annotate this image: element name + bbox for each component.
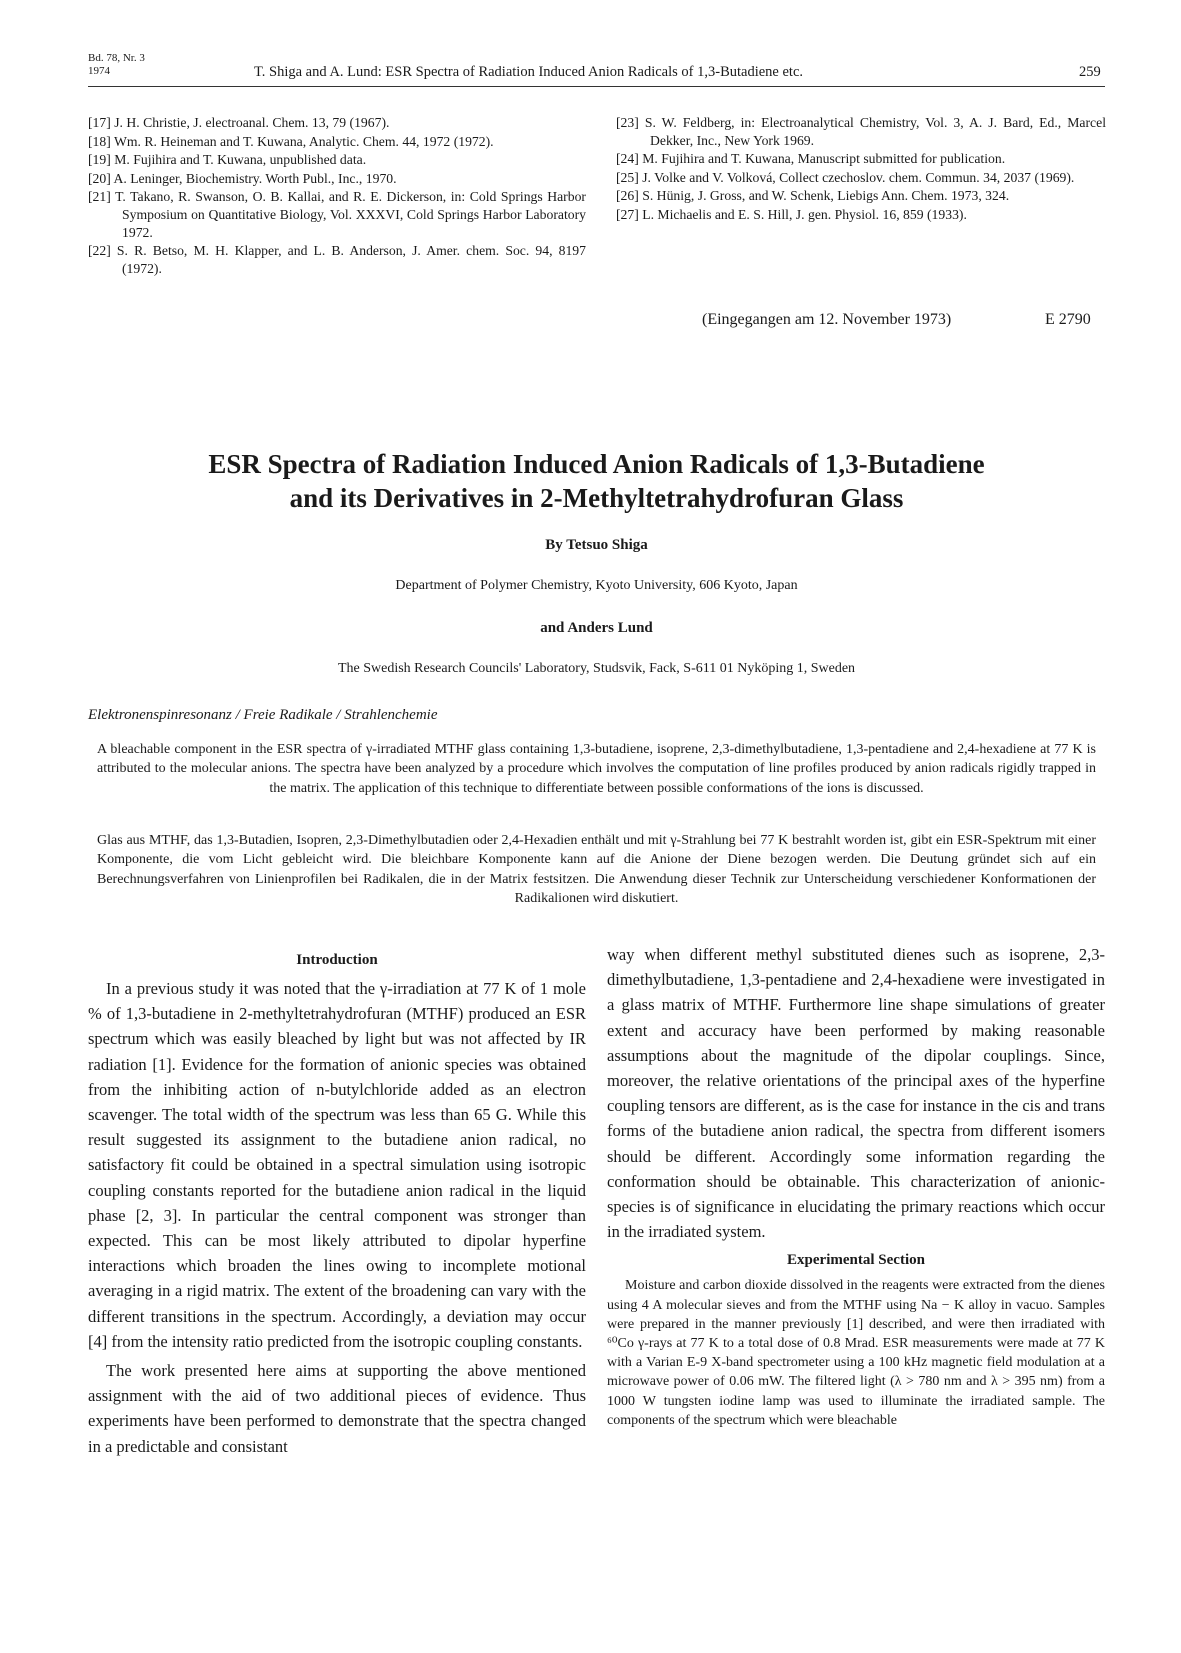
journal-volume-info — [88, 52, 145, 78]
experimental-paragraph-1: Moisture and carbon dioxide dissolved in the reagents were extracted from the dienes using 4 A molecular sieves and from the MTHF using Na − K alloy in vacuo. Samples were prepared in the manner previously [1] described, and were then irradiated with ⁶⁰Co γ-rays at 77 K to a total dose of 0.8 Mrad. ESR measurements were made at 77 K with a Varian E-9 X-band spectrometer using a 100 kHz magnetic field modulation at a microwave power of 0.06 mW. The filtered light (λ > 780 nm and λ > 395 nm) from a 1000 W tungsten iodine lamp was used to illuminate the irradiated sample. The components of the spectrum which were bleachable — [607, 1278, 1105, 1428]
page-number: 259 — [1079, 64, 1101, 80]
reference-25: [25] J. Volke and V. Volková, Collect czechoslov. chem. Commun. 34, 2037 (1969). — [616, 169, 1075, 185]
reference-22: [22] S. R. Betso, M. H. Klapper, and L. B. Anderson, J. Amer. chem. Soc. 94, 8197 (1972). — [88, 243, 586, 276]
abstract-english: A bleachable component in the ESR spectra of γ-irradiated MTHF glass containing 1,3-butadiene, isoprene, 2,3-dimethylbutadiene, 1,3-pentadiene and 2,4-hexadiene at 77 K is attributed to the molecular anions. The spectra have been analyzed by a procedure which involves the computation of line profiles produced by anion radicals rigidly trapped in the matrix. The application of this technique to differentiate between possible conformations of the ions is discussed. — [97, 742, 1096, 796]
journal-volume: Bd. 78, Nr. 3 — [88, 52, 145, 64]
manuscript-id: E 2790 — [1045, 311, 1091, 328]
references-left-column — [88, 114, 586, 278]
reference-21: [21] T. Takano, R. Swanson, O. B. Kallai, and R. E. Dickerson, in: Cold Springs Harbor Symposium on Quantitative Biology, Vol. XXXVI, Cold Springs Harbor Laboratory 1972. — [88, 189, 586, 240]
header-rule — [88, 86, 1105, 87]
introduction-heading: Introduction — [296, 952, 378, 968]
experimental-heading: Experimental Section — [787, 1252, 925, 1269]
reference-20: [20] A. Leninger, Biochemistry. Worth Publ., Inc., 1970. — [88, 170, 397, 186]
affiliation-1: Department of Polymer Chemistry, Kyoto University, 606 Kyoto, Japan — [395, 578, 798, 593]
author-1: By Tetsuo Shiga — [545, 537, 648, 553]
reference-26: [26] S. Hünig, J. Gross, and W. Schenk, Liebigs Ann. Chem. 1973, 324. — [616, 188, 1010, 204]
body-left-column — [88, 950, 586, 1463]
reference-23: [23] S. W. Feldberg, in: Electroanalytical Chemistry, Vol. 3, A. J. Bard, Ed., Marcel Dekker, Inc., New York 1969. — [616, 115, 1106, 148]
keywords: Elektronenspinresonanz / Freie Radikale / Strahlenchemie — [88, 707, 438, 723]
reference-18: [18] Wm. R. Heineman and T. Kuwana, Analytic. Chem. 44, 1972 (1972). — [88, 133, 494, 149]
article-title — [88, 447, 1105, 515]
introduction-paragraph-2: The work presented here aims at supporting the above mentioned assignment with the aid of two additional pieces of evidence. Thus experiments have been performed to demonstrate that the spectra changed in a predictable and consistant — [88, 1361, 586, 1456]
title-line-2: and its Derivatives in 2-Methyltetrahydrofuran Glass — [289, 483, 904, 513]
author-2: and Anders Lund — [540, 620, 653, 636]
body-right-column — [607, 945, 1105, 1434]
journal-year: 1974 — [88, 65, 110, 77]
references-right-column — [616, 114, 1106, 225]
reference-19: [19] M. Fujihira and T. Kuwana, unpublished data. — [88, 152, 367, 168]
reference-27: [27] L. Michaelis and E. S. Hill, J. gen. Physiol. 16, 859 (1933). — [616, 206, 967, 222]
reference-24: [24] M. Fujihira and T. Kuwana, Manuscript submitted for publication. — [616, 151, 1006, 167]
introduction-paragraph-1: In a previous study it was noted that the γ-irradiation at 77 K of 1 mole % of 1,3-butadiene in 2-methyltetrahydrofuran (MTHF) produced an ESR spectrum which was easily bleached by light but was not affected by IR radiation [1]. Evidence for the formation of anionic species was obtained from the inhibiting action of n-butylchloride added as an electron scavenger. The total width of the spectrum was less than 65 G. While this result suggested its assignment to the butadiene anion radical, no satisfactory fit could be obtained in a spectral simulation using isotropic coupling constants reported for the butadiene anion radical in the liquid phase [2, 3]. In particular the central component was stronger than expected. This can be most likely attributed to dipolar hyperfine interactions which broaden the lines owing to incomplete motional averaging in a rigid matrix. The extent of the broadening can vary with the different transitions in the spectrum. Accordingly, a deviation may occur [4] from the intensity ratio predicted from the isotropic coupling constants. — [88, 979, 586, 1351]
affiliation-2: The Swedish Research Councils' Laboratory, Studsvik, Fack, S-611 01 Nyköping 1, Sweden — [337, 661, 856, 676]
title-line-1: ESR Spectra of Radiation Induced Anion Radicals of 1,3-Butadiene — [208, 449, 985, 479]
reference-17: [17] J. H. Christie, J. electroanal. Chem. 13, 79 (1967). — [88, 115, 390, 130]
received-date: (Eingegangen am 12. November 1973) — [702, 311, 952, 328]
abstract-german: Glas aus MTHF, das 1,3-Butadien, Isopren, 2,3-Dimethylbutadien oder 2,4-Hexadien enthält und mit γ-Strahlung bei 77 K bestrahlt worden ist, gibt ein ESR-Spektrum mit einer Komponente, die vom Licht gebleicht wird. Die bleichbare Komponente kann auf die Anione der Diene bezogen werden. Die Deutung gründet sich auf ein Berechnungsverfahren von Linienprofilen bei Radikalen, die in der Matrix festsitzen. Die Anwendung dieser Technik zur Unterscheidung verschiedener Konformationen der Radikalionen wird diskutiert. — [97, 833, 1096, 906]
introduction-paragraph-2-continued: way when different methyl substituted dienes such as isoprene, 2,3-dimethylbutadiene, 1,3-pentadiene and 2,4-hexadiene were investigated in a glass matrix of MTHF. Furthermore line shape simulations of greater extent and accuracy have been performed by making reasonable assumptions about the magnitude of the dipolar couplings. Since, moreover, the relative orientations of the principal axes of the hyperfine coupling tensors are different, as is the case for instance in the cis and trans forms of the butadiene anion radical, the spectra from different isomers should be different. Accordingly some information regarding the conformation should be obtainable. This characterization of anionic-species is of significance in elucidating the primary reactions which occur in the irradiated system. — [607, 945, 1105, 1242]
running-head: T. Shiga and A. Lund: ESR Spectra of Radiation Induced Anion Radicals of 1,3-Butadiene etc. — [254, 64, 804, 80]
